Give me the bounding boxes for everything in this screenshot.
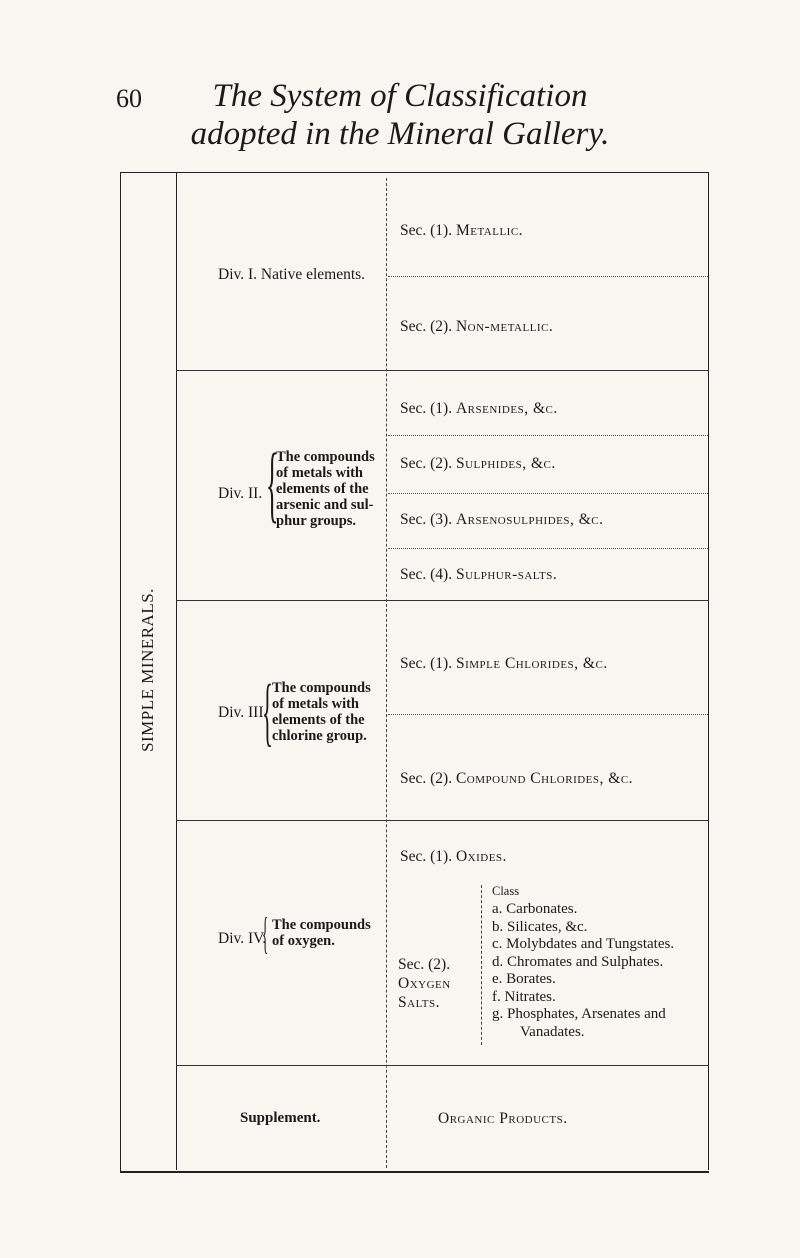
dotted-rule (388, 276, 708, 277)
div3-description: The compounds of metals with elements of the chlorine group. (272, 680, 371, 744)
page-title: The System of Classification (212, 78, 588, 114)
divider-div3-div4 (176, 820, 708, 821)
class-item: c. Molybdates and Tungstates. (492, 936, 675, 952)
div2-sec1: Sec. (1). Arsenides, &c. (400, 400, 558, 417)
dotted-rule (388, 493, 708, 494)
dotted-rule (388, 435, 708, 436)
class-dash-line (481, 885, 482, 1045)
div1-label: Div. I. Native elements. (218, 266, 366, 283)
div4-sec2-name2: Salts. (398, 994, 440, 1011)
div2-sec4: Sec. (4). Sulphur-salts. (400, 566, 558, 583)
table-right-border (708, 172, 709, 1170)
class-item: e. Borates. (492, 971, 556, 987)
dotted-rule (388, 714, 708, 715)
side-label (124, 170, 172, 1170)
dotted-rule (388, 548, 708, 549)
divider-div1-div2 (176, 370, 708, 371)
brace-icon: { (262, 909, 269, 958)
div4-sec2: Sec. (2). (398, 956, 451, 973)
div4-sec1: Sec. (1). Oxides. (400, 848, 507, 865)
class-item: g. Phosphates, Arsenates and (492, 1006, 666, 1022)
div2-sec3: Sec. (3). Arsenosulphides, &c. (400, 511, 604, 528)
page-subtitle: adopted in the Mineral Gallery. (190, 116, 610, 152)
divider-div2-div3 (176, 600, 708, 601)
div3-sec2: Sec. (2). Compound Chlorides, &c. (400, 770, 634, 787)
div4-label: Div. IV. (218, 930, 267, 947)
table-column-divider (176, 172, 177, 1170)
div3-label: Div. III. (218, 704, 268, 721)
class-item: a. Carbonates. (492, 901, 578, 917)
div1-sec2: Sec. (2). Non-metallic. (400, 318, 554, 335)
class-label: Class (492, 884, 520, 898)
div1-sec1: Sec. (1). Metallic. (400, 222, 524, 239)
brace-icon: { (262, 670, 273, 754)
div4-description: The compounds of oxygen. (272, 917, 371, 949)
page-number: 60 (116, 84, 142, 113)
div2-description: The compounds of metals with elements of the arsenic and sul- phur groups. (276, 449, 375, 529)
div4-sec2-name1: Oxygen (398, 975, 451, 992)
divider-div4-supplement (176, 1065, 708, 1066)
class-list (492, 901, 674, 1041)
class-item: b. Silicates, &c. (492, 918, 588, 935)
supplement-name: Organic Products. (438, 1110, 568, 1127)
class-item: d. Chromates and Sulphates. (492, 953, 664, 970)
div2-sec2: Sec. (2). Sulphides, &c. (400, 455, 556, 472)
div2-label: Div. II. (218, 485, 263, 502)
div3-sec1: Sec. (1). Simple Chlorides, &c. (400, 655, 608, 672)
class-item: f. Nitrates. (492, 988, 556, 1005)
supplement-label: Supplement. (240, 1110, 321, 1126)
side-label-text: SIMPLE MINERALS. (138, 588, 158, 752)
brace-icon: { (266, 435, 279, 531)
class-item: Vanadates. (520, 1023, 585, 1040)
column-dash-line (386, 178, 387, 1168)
